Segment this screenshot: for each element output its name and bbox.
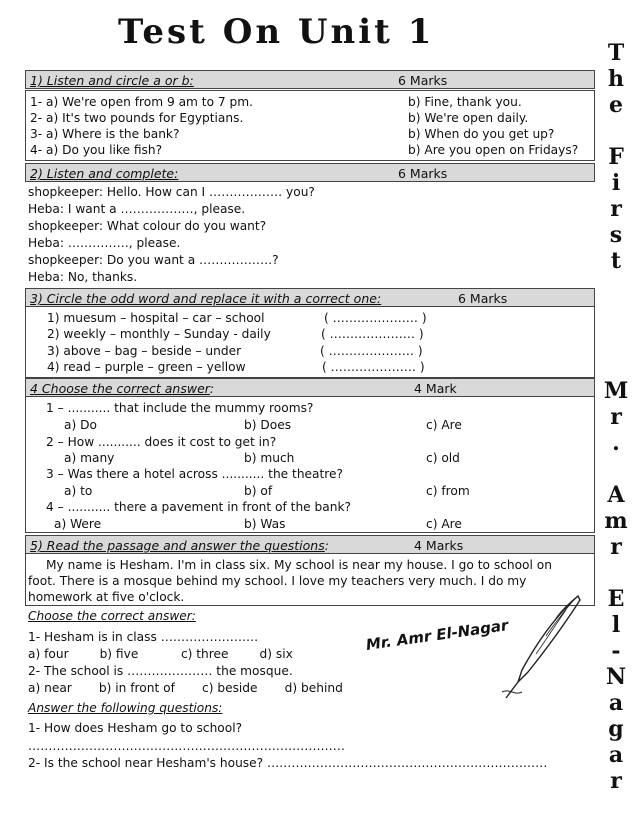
section-5-header [25,535,595,554]
side-letter: i [611,170,621,196]
side-letter: . [612,430,620,456]
side-letter: - [611,638,621,664]
answer-q1-blank: …………………………………………………………………… [28,739,345,753]
side-letter: g [608,716,624,742]
s4-q3-b: b) of [244,484,273,498]
answer-q2: 2- Is the school near Hesham's house? …………………………………………………………… [28,756,548,770]
side-letter [600,118,632,144]
side-letter: E [607,586,625,612]
s4-q1-a: a) Do [64,418,97,432]
s1-item-1-b: b) Fine, thank you. [408,95,522,109]
section-4-marks: 4 Mark [414,381,457,396]
side-letter: a [608,690,624,716]
choose-q2: 2- The school is ………………… the mosque. [28,664,293,678]
side-letter: s [609,222,623,248]
choose-q1: 1- Hesham is in class …………………… [28,630,259,644]
side-letter: T [607,40,625,66]
section-2-header [25,163,595,182]
passage-line-3: homework at five o'clock. [28,590,185,604]
s4-q1-b: b) Does [244,418,292,432]
choose-q2-options: a) near b) in front of c) beside d) behind [28,681,343,695]
section-5-marks: 4 Marks [414,538,464,553]
s2-line-2: Heba: I want a ………………, please. [28,202,246,216]
s4-q3-a: a) to [64,484,93,498]
s4-q2-c: c) old [426,451,460,465]
side-letter: N [605,664,627,690]
side-letter [600,560,632,586]
quill-pen-icon [500,592,590,702]
side-letter: r [610,768,622,794]
side-letter: l [611,612,621,638]
side-letter [600,352,632,378]
s1-item-4-a: 4- a) Do you like fish? [30,143,163,157]
s4-q4-b: b) Was [244,517,286,531]
section-2-marks: 6 Marks [398,166,448,181]
section-3-label: 3) Circle the odd word and replace it with a correct one: [30,291,382,306]
s4-q3-c: c) from [426,484,470,498]
side-letter: a [608,742,624,768]
section-4-label: 4 Choose the correct answer [30,381,210,396]
section-3-marks: 6 Marks [458,291,508,306]
section-1-marks: 6 Marks [398,73,448,88]
s3-item-1-blank: ( ………………… ) [324,311,427,325]
side-letter: h [608,66,624,92]
s1-item-4-b: b) Are you open on Fridays? [408,143,579,157]
page-title: Test On Unit 1 [118,12,435,52]
s4-q3: 3 – Was there a hotel across ........... the theatre? [46,467,343,481]
s3-item-2-blank: ( ………………… ) [321,327,424,341]
side-letter [600,300,632,326]
s4-q2-b: b) much [244,451,295,465]
section-5-label: 5) Read the passage and answer the questions [30,538,325,553]
s4-q2: 2 – How ........... does it cost to get in? [46,435,277,449]
s2-line-1: shopkeeper: Hello. How can I ……………… you? [28,185,315,199]
section-2-label: 2) Listen and complete: [30,166,179,181]
side-letter: t [610,248,622,274]
section-5-colon: : [324,538,329,553]
signature: Mr. Amr El-Nagar [364,616,510,654]
s4-q2-a: a) many [64,451,115,465]
side-letter [600,326,632,352]
passage-line-1: My name is Hesham. I'm in class six. My school is near my house. I go to school on [46,558,552,572]
s1-item-2-b: b) We're open daily. [408,111,529,125]
s3-item-1: 1) muesum – hospital – car – school [47,311,265,325]
side-letter: r [610,534,622,560]
side-letter: A [607,482,625,508]
side-letter [600,274,632,300]
s4-q4-a: a) Were [54,517,102,531]
s3-item-4: 4) read – purple – green – yellow [47,360,246,374]
side-letter: M [603,378,629,404]
s4-q1-c: c) Are [426,418,462,432]
side-letter: m [604,508,628,534]
choose-label: Choose the correct answer: [28,609,196,623]
s4-q4-c: c) Are [426,517,462,531]
side-letter: e [609,92,623,118]
s1-item-3-a: 3- a) Where is the bank? [30,127,180,141]
section-4-header [25,378,595,397]
s1-item-3-b: b) When do you get up? [408,127,555,141]
side-letter: F [608,144,624,170]
s4-q4: 4 – ........... there a pavement in front of the bank? [46,500,352,514]
answer-q1: 1- How does Hesham go to school? [28,721,243,735]
choose-q1-options: a) four b) five c) three d) six [28,647,293,661]
side-letter: r [610,404,622,430]
s4-q1: 1 – ........... that include the mummy rooms? [46,401,314,415]
side-letter [600,456,632,482]
s2-line-3: shopkeeper: What colour do you want? [28,219,267,233]
section-1-label: 1) Listen and circle a or b: [30,73,194,88]
side-vertical-text [600,40,632,794]
s2-line-4: Heba: ……………, please. [28,236,181,250]
s3-item-2: 2) weekly – monthly – Sunday - daily [47,327,271,341]
answer-label: Answer the following questions: [28,701,223,715]
passage-line-2: foot. There is a mosque behind my school. I love my teachers very much. I do my [28,574,527,588]
s3-item-4-blank: ( ………………… ) [322,360,425,374]
s3-item-3: 3) above – bag – beside – under [47,344,242,358]
section-1-header [25,70,595,89]
section-3-header [25,288,595,307]
s2-line-5: shopkeeper: Do you want a ………………? [28,253,279,267]
s2-line-6: Heba: No, thanks. [28,270,138,284]
s3-item-3-blank: ( ………………… ) [320,344,423,358]
s1-item-1-a: 1- a) We're open from 9 am to 7 pm. [30,95,254,109]
side-letter: r [610,196,622,222]
section-4-colon: : [209,381,215,396]
s1-item-2-a: 2- a) It's two pounds for Egyptians. [30,111,244,125]
